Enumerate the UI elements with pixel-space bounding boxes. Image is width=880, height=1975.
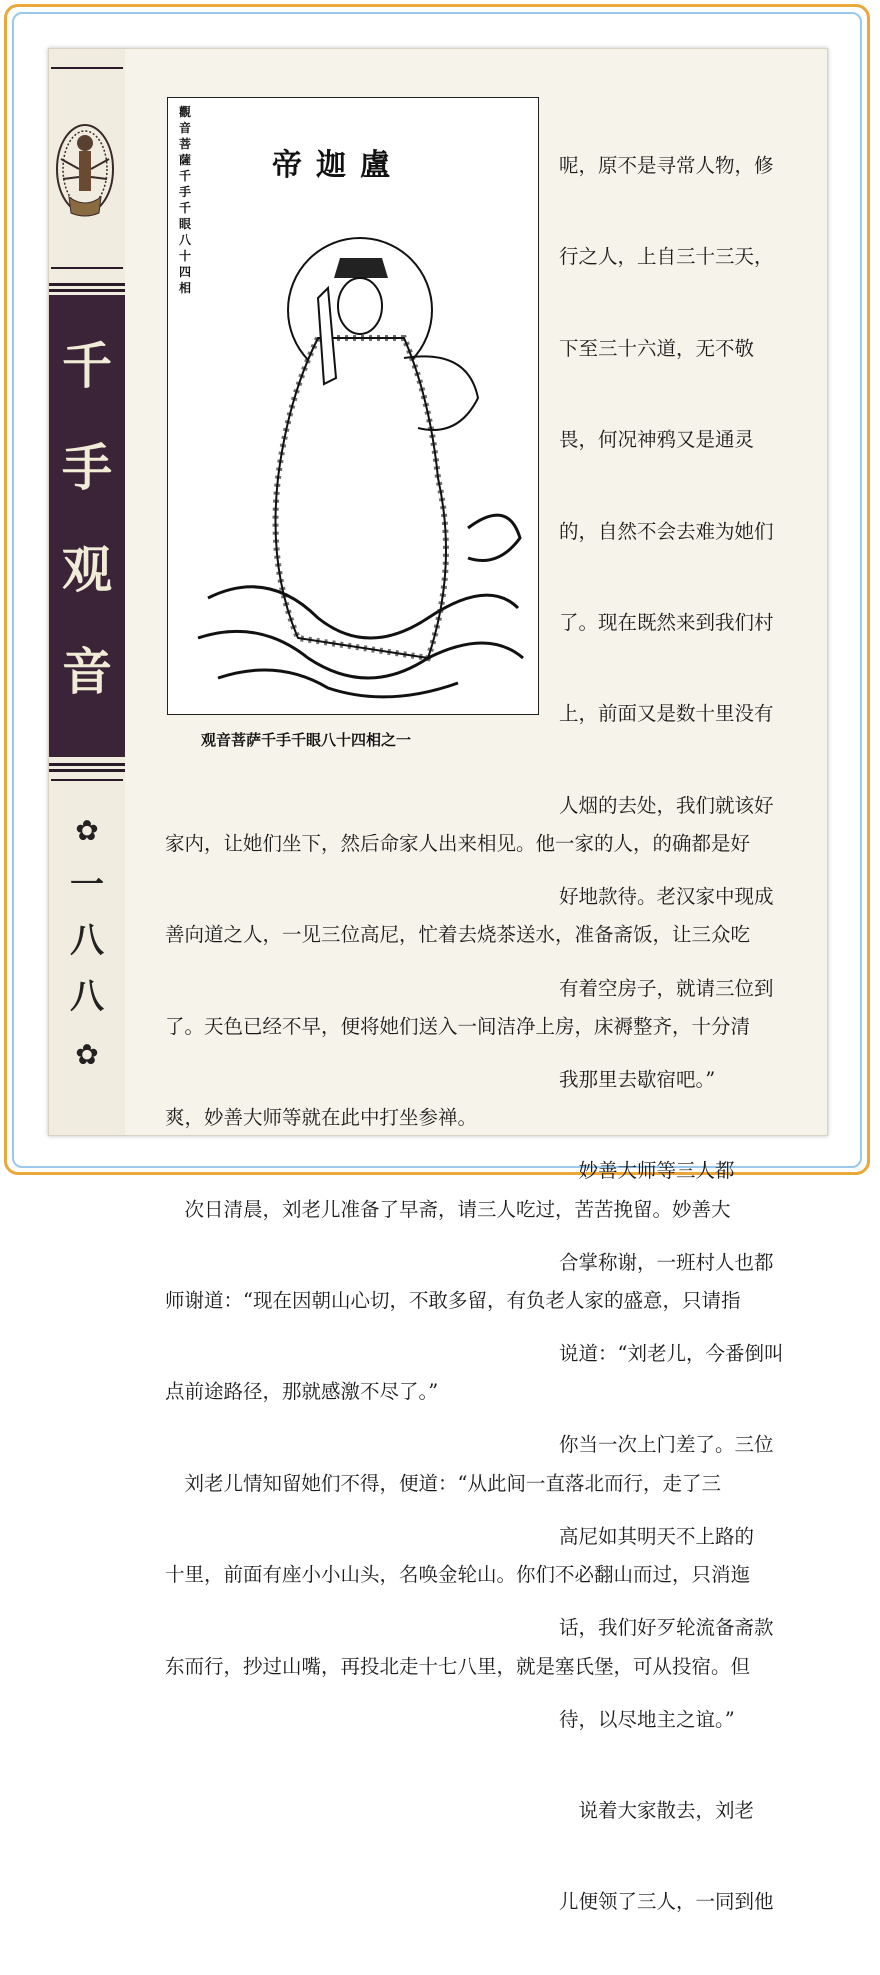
text-line: 师谢道：“现在因朝山心切，不敢多留，有负老人家的盛意，只请指 xyxy=(165,1288,741,1312)
text-line: 了。现在既然来到我们村 xyxy=(559,610,774,634)
text-line: 儿便领了三人，一同到他 xyxy=(559,1890,774,1914)
illustration xyxy=(167,97,539,715)
page-number-char: 八 xyxy=(70,977,104,1017)
text-line: 说着大家散去，刘老 xyxy=(559,1799,755,1823)
text-line: 妙善大师等三人都 xyxy=(559,1159,735,1183)
flower-ornament-icon: ✿ xyxy=(75,814,99,847)
page-number xyxy=(70,857,104,1025)
body-text-full-width xyxy=(165,771,750,1739)
side-title-char: 手 xyxy=(62,438,112,497)
margin-strip xyxy=(49,49,125,1135)
text-line: 了。天色已经不早，便将她们送入一间洁净上房，床褥整齐，十分清 xyxy=(165,1014,751,1038)
text-line: 的，自然不会去难为她们 xyxy=(559,519,774,543)
text-line: 说道：“刘老儿，今番倒叫 xyxy=(559,1342,784,1366)
text-line: 点前途路径，那就感激不尽了。” xyxy=(165,1380,439,1404)
text-line: 次日清晨，刘老儿准备了早斋，请三人吃过，苦苦挽留。妙善大 xyxy=(165,1197,731,1221)
thousand-hand-guanyin-icon xyxy=(51,69,123,267)
text-line: 畏，何况神鸦又是通灵 xyxy=(559,428,755,452)
text-line: 刘老儿情知留她们不得，便道：“从此间一直落北而行，走了三 xyxy=(165,1471,721,1495)
side-title-char: 音 xyxy=(62,642,112,701)
divider-rule xyxy=(49,283,125,286)
divider-rule xyxy=(49,769,125,772)
side-title-char: 观 xyxy=(62,540,112,599)
text-line: 合掌称谢，一班村人也都 xyxy=(559,1250,774,1274)
text-line: 善向道之人，一见三位高尼，忙着去烧茶送水，准备斋饭，让三众吃 xyxy=(165,923,751,947)
text-line: 话，我们好歹轮流备斋款 xyxy=(559,1616,774,1640)
text-line: 好地款待。老汉家中现成 xyxy=(559,885,774,909)
text-line: 你当一次上门差了。三位 xyxy=(559,1433,774,1457)
illustration-caption: 观音菩萨千手千眼八十四相之一 xyxy=(201,731,412,749)
divider-rule xyxy=(49,289,125,292)
text-line: 东而行，抄过山嘴，再投北走十七八里，就是塞氏堡，可从投宿。但 xyxy=(165,1654,751,1678)
text-line: 爽，妙善大师等就在此中打坐参禅。 xyxy=(165,1106,478,1130)
page-number-char: 一 xyxy=(70,865,104,905)
deity-figure-icon xyxy=(168,98,538,714)
text-line: 行之人，上自三十三天， xyxy=(559,245,774,269)
side-title-char: 千 xyxy=(62,336,112,395)
page-number-char: 八 xyxy=(70,921,104,961)
text-line: 人烟的去处，我们就该好 xyxy=(559,793,774,817)
side-title xyxy=(49,295,125,757)
text-line: 上，前面又是数十里没有 xyxy=(559,702,774,726)
deity-name: 帝迦盧 xyxy=(272,148,404,183)
text-line: 家内，让她们坐下，然后命家人出来相见。他一家的人，的确都是好 xyxy=(165,832,751,855)
divider-rule xyxy=(49,763,125,766)
text-line: 有着空房子，就请三位到 xyxy=(559,976,774,1000)
flower-ornament-icon: ✿ xyxy=(75,1038,99,1071)
text-line: 呢，原不是寻常人物，修 xyxy=(559,154,774,177)
guanyin-emblem xyxy=(51,67,123,269)
vertical-caption: 觀 音 菩 薩 千 手 千 眼 八 十 四 相 xyxy=(178,105,191,295)
page-number-box xyxy=(51,779,123,1129)
text-line: 十里，前面有座小小山头，名唤金轮山。你们不必翻山而过，只消迤 xyxy=(165,1563,751,1587)
text-line: 下至三十六道，无不敬 xyxy=(559,336,755,360)
text-line: 我那里去歇宿吧。” xyxy=(559,1067,716,1091)
text-line: 待，以尽地主之谊。” xyxy=(559,1707,735,1731)
book-page xyxy=(48,48,828,1914)
text-line: 高尼如其明天不上路的 xyxy=(559,1524,755,1548)
